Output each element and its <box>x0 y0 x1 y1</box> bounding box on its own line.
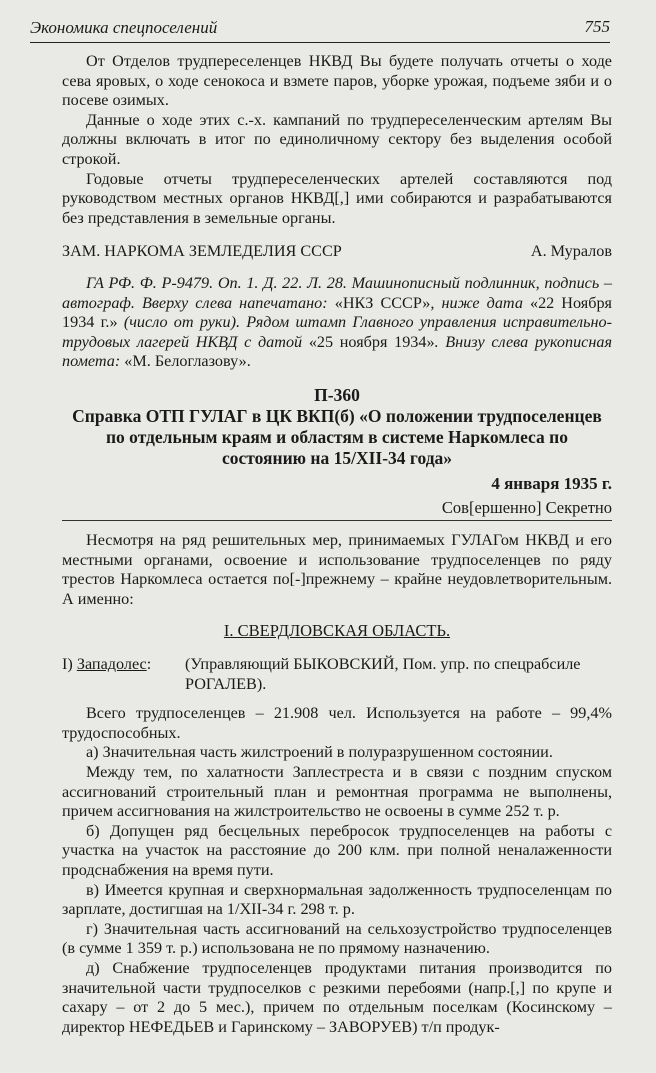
archive-note: «М. Белоглазову» <box>124 352 247 371</box>
archive-date: «25 ноября 1934» <box>308 332 435 351</box>
classification: Сов[ершенно] Секретно <box>62 498 612 522</box>
signatory-position: ЗАМ. НАРКОМА ЗЕМЛЕДЕЛИЯ СССР <box>62 242 342 261</box>
paragraph: Годовые отчеты трудпереселенческих артелей составляются под руководством местных органов НКВД[,] ими собираются и разрабатываются без представления в земельные органы. <box>62 169 612 227</box>
paragraph: д) Снабжение трудпоселенцев продуктами питания производится по значительной части трудпоселков с резкими перебоями (напр.[,] по крупе и сахару – от 2 до 5 мес.), причем по отдельным поселкам (Косинскому – директор НЕФЕДЬЕВ и Гаринскому – ЗАВОРУЕВ) т/п продук- <box>62 958 612 1036</box>
paragraph: Всего трудпоселенцев – 21.908 чел. Используется на работе – 99,4% трудоспособных. <box>62 704 612 742</box>
page-number: 755 <box>584 17 610 36</box>
paragraph: Между тем, по халатности Заплестреста и в связи с поздним спуском ассигнований строительный план и ремонтная программа не выполнены, причем ассигнования на жилстроительство не освоены в сумме 252 т. р. <box>62 763 612 821</box>
paragraph: Данные о ходе этих с.-х. кампаний по трудпереселенческим артелям Вы должны включать в итог по единоличному сектору без выделения особой строкой. <box>62 110 612 168</box>
paragraph: От Отделов трудпереселенцев НКВД Вы будете получать отчеты о ходе сева яровых, о ходе сенокоса и взмете паров, уборке урожая, подъеме зяби и о посеве озимых. <box>62 52 612 110</box>
document-date: 4 января 1935 г. <box>491 473 612 493</box>
trust-colon: : <box>146 655 152 674</box>
page-content <box>62 52 612 1037</box>
trust-name: Западолес <box>76 655 147 674</box>
paragraph: в) Имеется крупная и сверхнормальная задолженность трудпоселенцам по зарплате, достигшая на 1/XII-34 г. 298 т. р. <box>62 880 612 919</box>
paragraph: Несмотря на ряд решительных мер, принимаемых ГУЛАГом НКВД и его местными органами, освоение и использование трудпоселенцев по ряду трестов Наркомлеса остается по[-]прежнему – крайне неудовлетворительным. А именно: <box>62 531 612 608</box>
trust-number: I) <box>62 655 77 674</box>
paragraph: б) Допущен ряд бесцельных перебросок трудпоселенцев на работы с участка на участок на расстояние до 200 клм. при полной неналаженности продснабжения на время пути. <box>62 821 612 879</box>
archive-text: . Внизу слева рукописная помета: <box>62 332 612 371</box>
archive-text: , ниже дата <box>430 293 530 312</box>
archive-text: ГА РФ. Ф. Р-9479. Оп. 1. Д. 22. Л. 28. Машинописный подлинник, подпись – автограф. Вверху слева напечатано: <box>62 273 612 312</box>
section-title: I. СВЕРДЛОВСКАЯ ОБЛАСТЬ. <box>223 621 451 641</box>
paragraph: а) Значительная часть жилстроений в полуразрушенном состоянии. <box>86 743 553 762</box>
archive-stamp: «НКЗ СССР» <box>334 293 431 312</box>
trust-managers: (Управляющий БЫКОВСКИЙ, Пом. упр. по спецрабсиле РОГАЛЕВ). <box>185 655 581 693</box>
trust-label <box>62 655 185 694</box>
running-title: Экономика спецпоселений <box>30 18 218 37</box>
archive-end: . <box>246 352 251 371</box>
signatory-name: А. Муралов <box>530 242 612 261</box>
document-title: Справка ОТП ГУЛАГ в ЦК ВКП(б) «О положении трудпоселенцев по отдельным краям и областям в системе Наркомлеса по состоянию на 15/XII-34 года» <box>72 405 602 468</box>
signature-line <box>62 242 612 262</box>
running-header <box>30 14 610 43</box>
document-number: П-360 <box>314 384 360 405</box>
archive-reference <box>62 274 612 372</box>
archive-date: «22 Ноября 1934 г.» <box>62 293 612 332</box>
paragraph: г) Значительная часть ассигнований на сельхозустройство трудпоселенцев (в сумме 1 359 т. р.) использована не по прямому назначению. <box>62 919 612 958</box>
archive-text: (число от руки). Рядом штамп Главного управления исправительно-трудовых лагерей НКВД с датой <box>62 313 612 351</box>
trust-entry <box>62 655 612 694</box>
